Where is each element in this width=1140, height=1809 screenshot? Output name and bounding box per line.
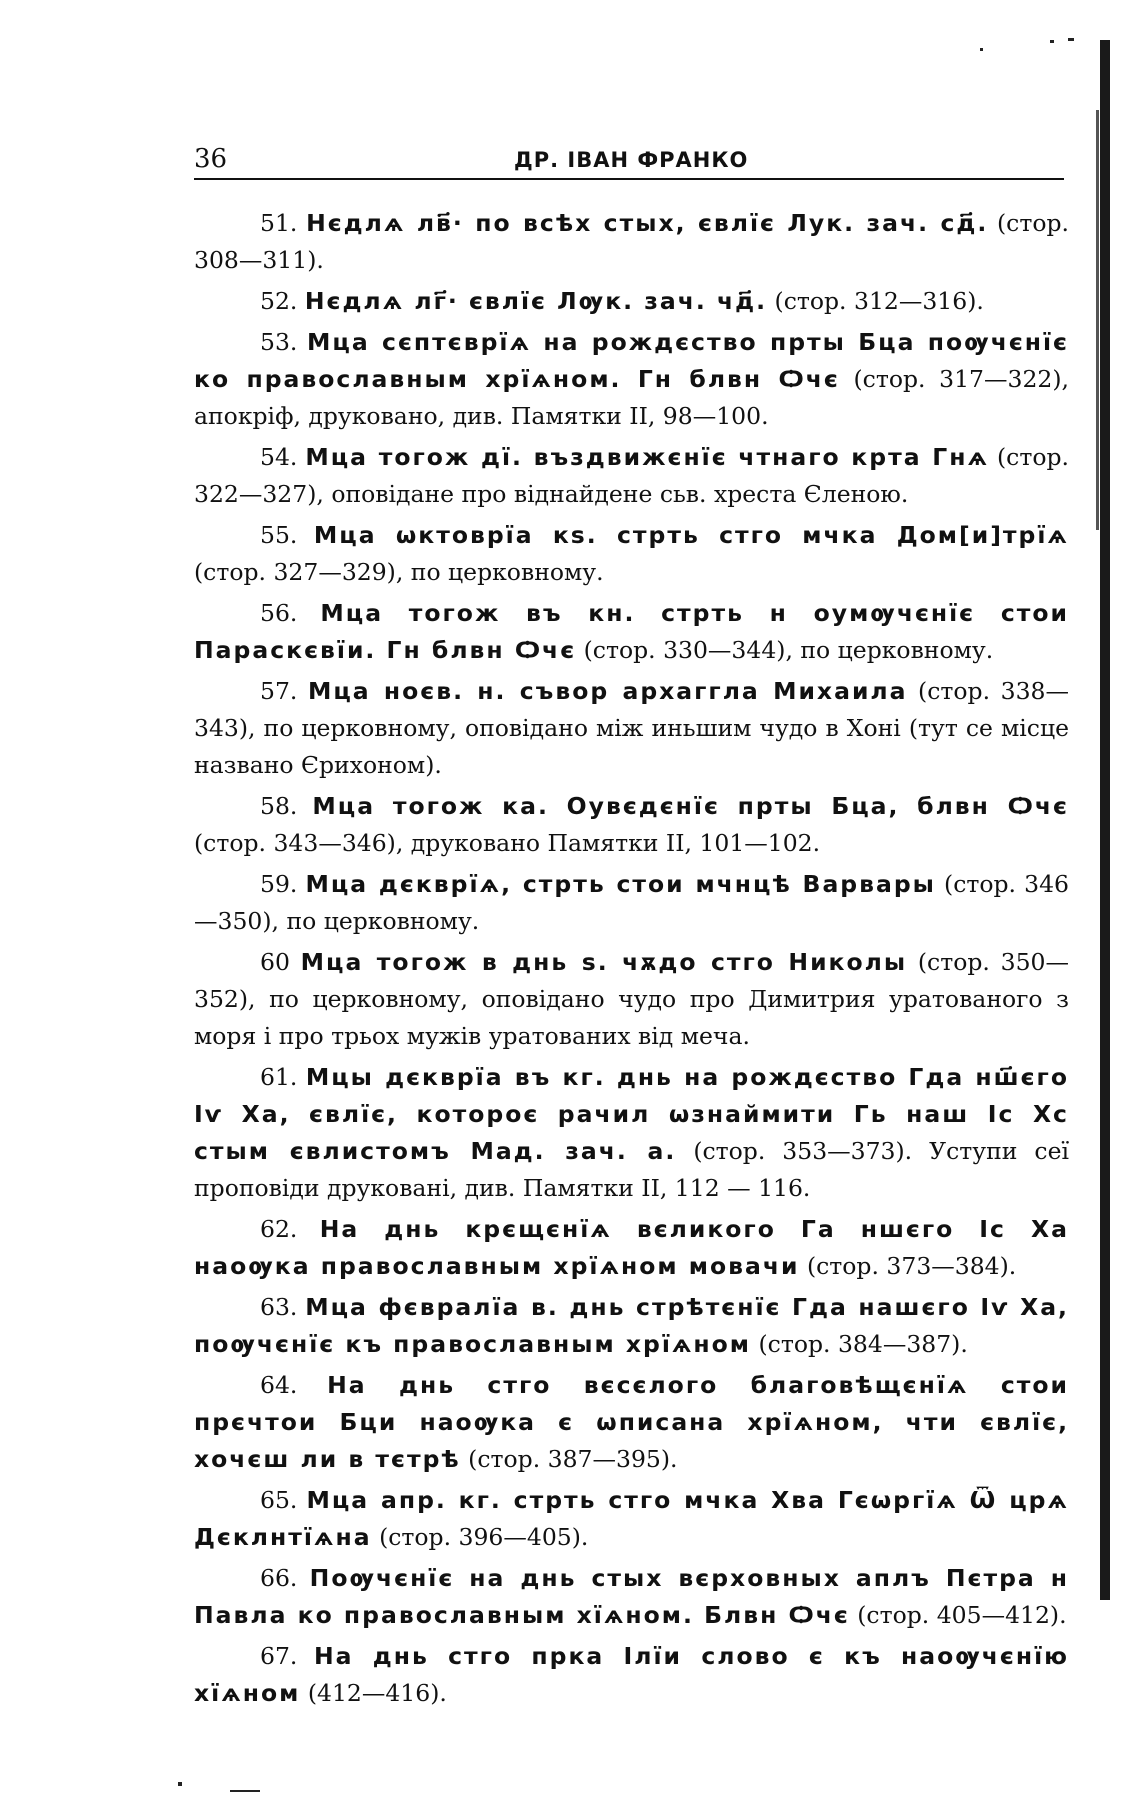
entry-slavonic-title: Мца тогож ка. Оувєдєнїє прты Бца, блвн Ѻчє <box>312 792 1069 820</box>
entry-slavonic-title: Нєдлѧ лв҃· по всѣх стых, євлїє Лук. зач. сд҃. <box>306 209 989 237</box>
entry-number: 57. <box>260 677 298 705</box>
list-item <box>194 439 1069 513</box>
list-item <box>194 205 1069 279</box>
entry-number: 66. <box>260 1564 298 1592</box>
entry-slavonic-title: Мца тогож въ кн. стрть н оумѹчєнїє стои Параскєвїи. Гн блвн Ѻчє <box>194 599 1069 664</box>
entry-list <box>194 205 1069 1716</box>
running-head: ДР. ІВАН ФРАНКО <box>514 148 749 172</box>
entry-slavonic-title: Мца ноєв. н. съвор архаггла Михаила <box>307 677 908 705</box>
entry-description: (стор. 384—387). <box>751 1330 968 1358</box>
entry-description: (стор. 338—343), по церковному, оповідано між иньшим чудо в Хоні (тут се місце названо Єрихоном). <box>194 677 1069 779</box>
entry-slavonic-title: Мца тогож дї. въздвижєнїє чтнаго крта Гнѧ <box>305 443 990 471</box>
entry-slavonic-title: Мца фєвралїа в. днь стрѣтєнїє Гда нашєго Іѵ Ха, поѹчєнїє къ православным хрїѧном <box>194 1293 1069 1358</box>
entry-description: (стор. 353—373). Уступи сеї проповіди друковані, див. Памятки II, 112 — 116. <box>194 1137 1069 1202</box>
list-item <box>194 1560 1069 1634</box>
entry-description: (стор. 350—352), по церковному, оповідано чудо про Димитрия уратованого з моря і про трьох мужів уратованих від меча. <box>194 948 1069 1050</box>
entry-slavonic-title: Мца сєптєврїѧ на рождєство прты Бца поѹчєнїє ко православным хрїѧном. Гн блвн Ѻчє <box>194 328 1069 393</box>
scan-speck <box>980 48 983 51</box>
entry-description: (стор. 373—384). <box>799 1252 1017 1280</box>
list-item <box>194 517 1069 591</box>
entry-number: 62. <box>260 1215 298 1243</box>
entry-number: 51. <box>260 209 298 237</box>
entry-number: 64. <box>260 1371 298 1399</box>
list-item <box>194 1638 1069 1712</box>
entry-number: 61. <box>260 1063 298 1091</box>
scan-speck <box>178 1782 182 1786</box>
entry-number: 63. <box>260 1293 298 1321</box>
page-edge-shadow <box>1100 40 1110 1600</box>
entry-description: (стор. 343—346), друковано Памятки II, 101—102. <box>194 829 821 857</box>
entry-slavonic-title: Мца дєкврїѧ, стрть стои мчнцѣ Варвары <box>305 870 936 898</box>
list-item <box>194 1367 1069 1478</box>
entry-description: (412—416). <box>300 1679 447 1707</box>
page-number: 36 <box>194 144 228 174</box>
entry-description: (стор. 346—350), по церковному. <box>194 870 1069 935</box>
entry-number: 58. <box>260 792 298 820</box>
list-item <box>194 1482 1069 1556</box>
list-item <box>194 283 1069 320</box>
list-item <box>194 788 1069 862</box>
scan-speck <box>1068 38 1074 41</box>
entry-description: (стор. 317—322), апокріф, друковано, див. Памятки II, 98—100. <box>194 365 1069 430</box>
entry-number: 60 <box>260 948 290 976</box>
list-item <box>194 944 1069 1055</box>
entry-number: 59. <box>260 870 298 898</box>
entry-slavonic-title: Мца апр. кг. стрть стго мчка Хва Гєѡргїѧ Ѿ црѧ Дєклнтїѧна <box>194 1486 1069 1551</box>
entry-number: 65. <box>260 1486 298 1514</box>
entry-number: 52. <box>260 287 298 315</box>
entry-number: 67. <box>260 1642 298 1670</box>
entry-slavonic-title: Мца ѡктоврїа кѕ. стрть стго мчка Дом[и]трїѧ <box>313 521 1069 549</box>
entry-description: (стор. 405—412). <box>849 1601 1067 1629</box>
entry-description: (стор. 322—327), оповідане про віднайдене сьв. хреста Єленою. <box>194 443 1069 508</box>
page-edge-line <box>1096 110 1099 530</box>
list-item <box>194 324 1069 435</box>
entry-description: (стор. 387—395). <box>460 1445 678 1473</box>
entry-description: (стор. 327—329), по церковному. <box>194 558 604 586</box>
entry-description: (стор. 396—405). <box>371 1523 589 1551</box>
entry-number: 55. <box>260 521 298 549</box>
entry-description: (стор. 308—311). <box>194 209 1069 274</box>
entry-slavonic-title: На днь стго прка Ілїи слово є къ наоѹчєнїю хїѧном <box>194 1642 1069 1707</box>
page-header <box>194 144 1064 180</box>
entry-slavonic-title: Мца тогож в днь ѕ. чѫдо стго Николы <box>300 948 908 976</box>
entry-number: 56. <box>260 599 298 627</box>
list-item <box>194 1211 1069 1285</box>
list-item <box>194 866 1069 940</box>
entry-slavonic-title: На днь стго вєсєлого благовѣщєнїѧ стои прєчтои Бци наоѹка є ѡписана хрїѧном, чти євлїє, хочєш ли в тєтрѣ <box>194 1371 1069 1473</box>
entry-slavonic-title: Нєдлѧ лг҃· євлїє Лѹк. зач. чд҃. <box>304 287 768 315</box>
entry-number: 53. <box>260 328 298 356</box>
list-item <box>194 595 1069 669</box>
scan-speck <box>230 1790 260 1792</box>
list-item <box>194 1289 1069 1363</box>
scan-speck <box>1050 40 1054 43</box>
entry-slavonic-title: Поѹчєнїє на днь стых вєрховных aплъ Пєтра н Павла ко православным хїѧном. Блвн Ѻчє <box>194 1564 1069 1629</box>
entry-number: 54. <box>260 443 298 471</box>
list-item <box>194 673 1069 784</box>
entry-slavonic-title: Мцы дєкврїа въ кг. днь на рождєство Гда нш҃єго Іѵ Ха, євлїє, котороє рачил ѡзнаймити Гь наш Іс Хс стым євлистомъ Мад. зач. а. <box>194 1063 1069 1165</box>
entry-slavonic-title: На днь крєщєнїѧ вєликого Га ншєго Іс Ха наоѹка православным хрїѧном мовачи <box>194 1215 1069 1280</box>
entry-description: (стор. 330—344), по церковному. <box>576 636 994 664</box>
list-item <box>194 1059 1069 1207</box>
entry-description: (стор. 312—316). <box>767 287 984 315</box>
